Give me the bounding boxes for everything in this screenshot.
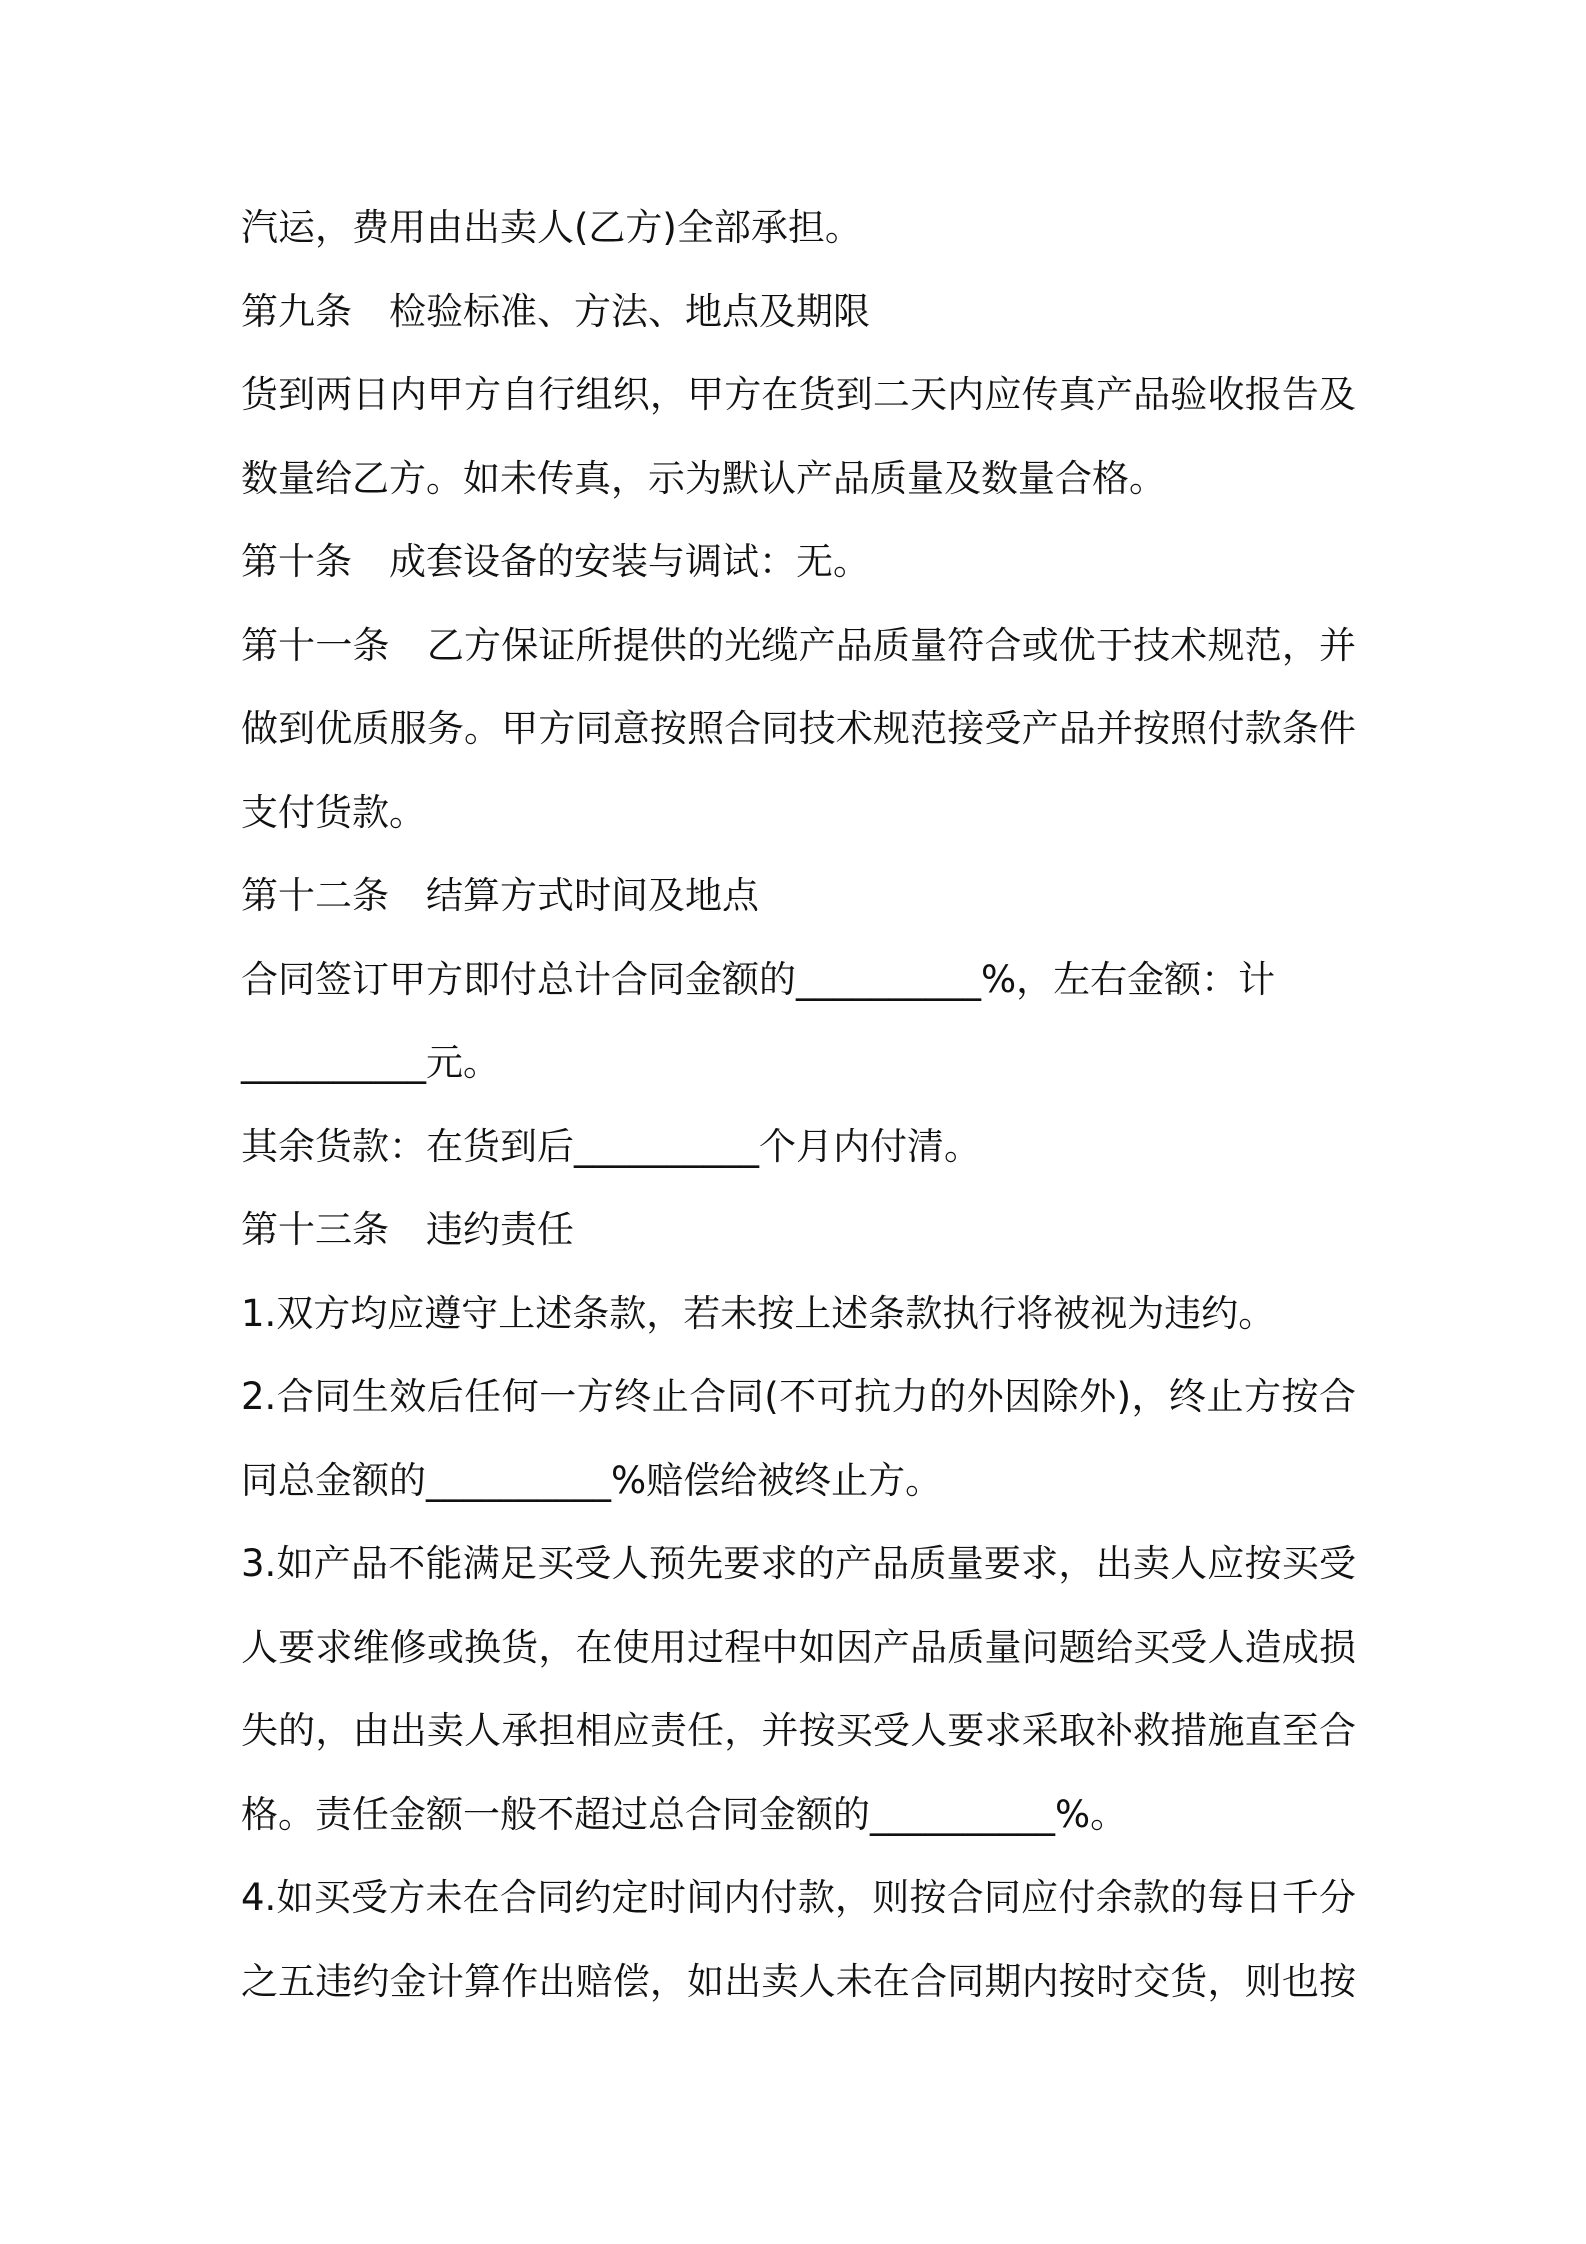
text-line: 合同签订甲方即付总计合同金额的__________%，左右金额：计 [241,957,1276,1001]
text-line: 同总金额的__________%赔偿给被终止方。 [241,1458,943,1502]
list-item: 1.双方均应遵守上述条款，若未按上述条款执行将被视为违约。 [241,1291,1276,1335]
text-line: 支付货款。 [241,790,426,834]
text-line: 数量给乙方。如未传真，示为默认产品质量及数量合格。 [241,456,1166,500]
list-item: 4.如买受方未在合同约定时间内付款，则按合同应付余款的每日千分 [241,1876,1356,1919]
text-line: 人要求维修或换货，在使用过程中如因产品质量问题给买受人造成损 [241,1625,1356,1669]
document-body [241,196,1356,2033]
article-heading: 第十一条 乙方保证所提供的光缆产品质量符合或优于技术规范，并 [241,623,1356,667]
text-line: 汽运，费用由出卖人(乙方)全部承担。 [241,206,862,249]
article-heading: 第十条 成套设备的安装与调试：无。 [241,540,870,583]
text-line: 其余货款：在货到后__________个月内付清。 [241,1124,981,1168]
text-line: 失的，由出卖人承担相应责任，并按买受人要求采取补救措施直至合 [241,1709,1356,1752]
text-line: 之五违约金计算作出赔偿，如出卖人未在合同期内按时交货，则也按 [241,1959,1356,2003]
article-heading: 第十三条 违约责任 [241,1208,574,1251]
text-line: 格。责任金额一般不超过总合同金额的__________%。 [241,1792,1128,1836]
text-line: 货到两日内甲方自行组织，甲方在货到二天内应传真产品验收报告及 [241,373,1356,416]
text-line: __________元。 [241,1041,500,1084]
list-item: 2.合同生效后任何一方终止合同(不可抗力的外因除外)，终止方按合 [241,1375,1356,1418]
article-heading: 第十二条 结算方式时间及地点 [241,874,759,917]
list-item: 3.如产品不能满足买受人预先要求的产品质量要求，出卖人应按买受 [241,1542,1356,1585]
article-heading: 第九条 检验标准、方法、地点及期限 [241,289,870,333]
text-line: 做到优质服务。甲方同意按照合同技术规范接受产品并按照付款条件 [241,707,1356,750]
